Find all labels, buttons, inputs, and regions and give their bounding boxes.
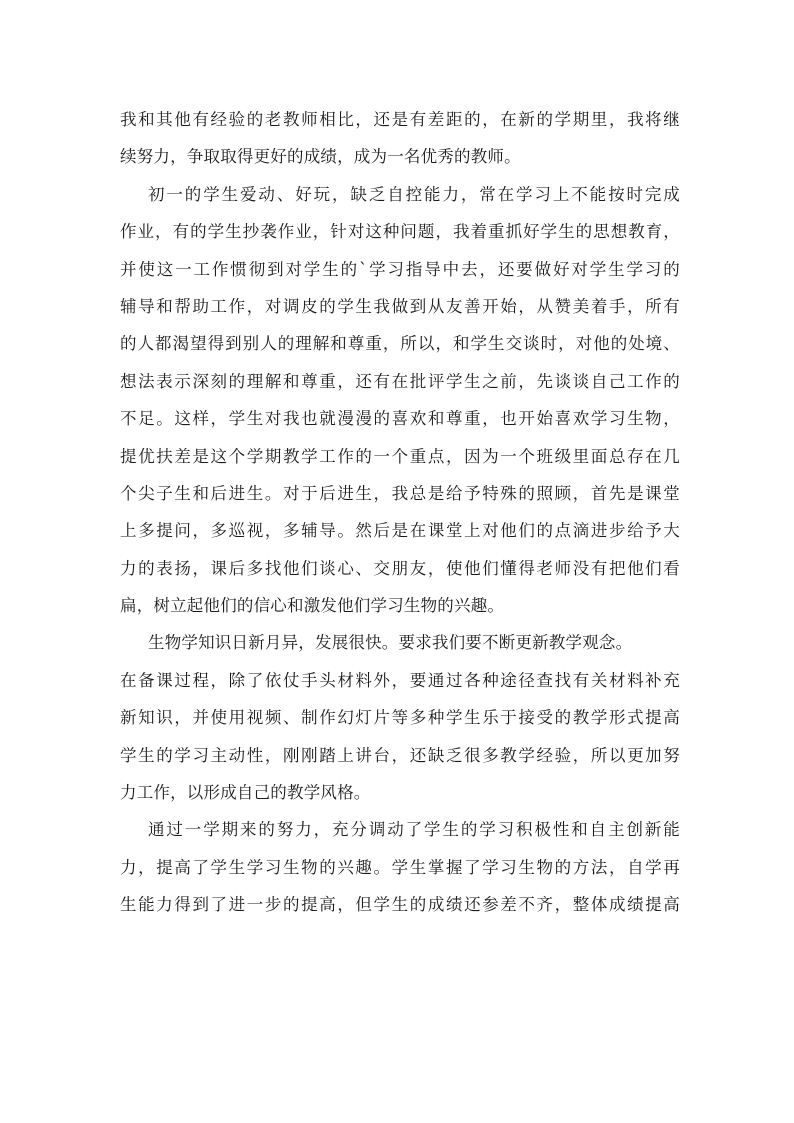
body-text xyxy=(120,101,680,924)
text-line: 我和其他有经验的老教师相比，还是有差距的，在新的学期里，我将继 xyxy=(120,110,680,129)
text-line: 提优扶差是这个学期教学工作的一个重点，因为一个班级里面总存在几 xyxy=(120,446,680,466)
text-line: 的人都渴望得到别人的理解和尊重，所以，和学生交谈时，对他的处境、 xyxy=(120,334,680,354)
text-line: 作业，有的学生抄袭作业，针对这种问题，我着重抓好学生的思想教育， xyxy=(120,222,680,242)
text-line: 上多提问，多巡视，多辅导。然后是在课堂上对他们的点滴进步给予大 xyxy=(120,521,680,541)
text-line: 续努力，争取取得更好的成绩，成为一名优秀的教师。 xyxy=(120,147,521,167)
text-line: 学生的学习主动性，刚刚踏上讲台，还缺乏很多教学经验，所以更加努 xyxy=(120,745,680,765)
text-line: 不足。这样，学生对我也就漫漫的喜欢和尊重，也开始喜欢学习生物， xyxy=(120,409,680,429)
text-line: 并使这一工作惯彻到对学生的`学习指导中去，还要做好对学生学习的 xyxy=(120,259,680,279)
text-line: 生能力得到了进一步的提高，但学生的成绩还参差不齐，整体成绩提高 xyxy=(120,895,680,915)
text-line: 力的表扬，课后多找他们谈心、交朋友，使他们懂得老师没有把他们看 xyxy=(120,558,680,578)
paragraph-first-line: 通过一学期来的努力，充分调动了学生的学习积极性和自主创新能 xyxy=(148,820,680,840)
text-line: 个尖子生和后进生。对于后进生，我总是给予特殊的照顾，首先是课堂 xyxy=(120,483,680,503)
paragraph-first-line: 初一的学生爱动、好玩，缺乏自控能力，常在学习上不能按时完成 xyxy=(148,184,680,204)
text-line: 力工作，以形成自己的教学风格。 xyxy=(120,783,371,803)
text-line: 力，提高了学生学习生物的兴趣。学生掌握了学习生物的方法，自学再 xyxy=(120,857,680,877)
text-line: 辅导和帮助工作，对调皮的学生我做到从友善开始，从赞美着手，所有 xyxy=(120,296,680,316)
paragraph-first-line: 生物学知识日新月异，发展很快。要求我们要不断更新教学观念。 xyxy=(148,633,633,653)
text-line: 想法表示深刻的理解和尊重，还有在批评学生之前，先谈谈自己工作的 xyxy=(120,371,680,391)
text-line: 扁，树立起他们的信心和激发他们学习生物的兴趣。 xyxy=(120,596,505,616)
text-line: 新知识，并使用视频、制作幻灯片等多种学生乐于接受的教学形式提高 xyxy=(120,708,680,728)
text-line: 在备课过程，除了依仗手头材料外，要通过各种途径查找有关材料补充 xyxy=(120,670,680,690)
